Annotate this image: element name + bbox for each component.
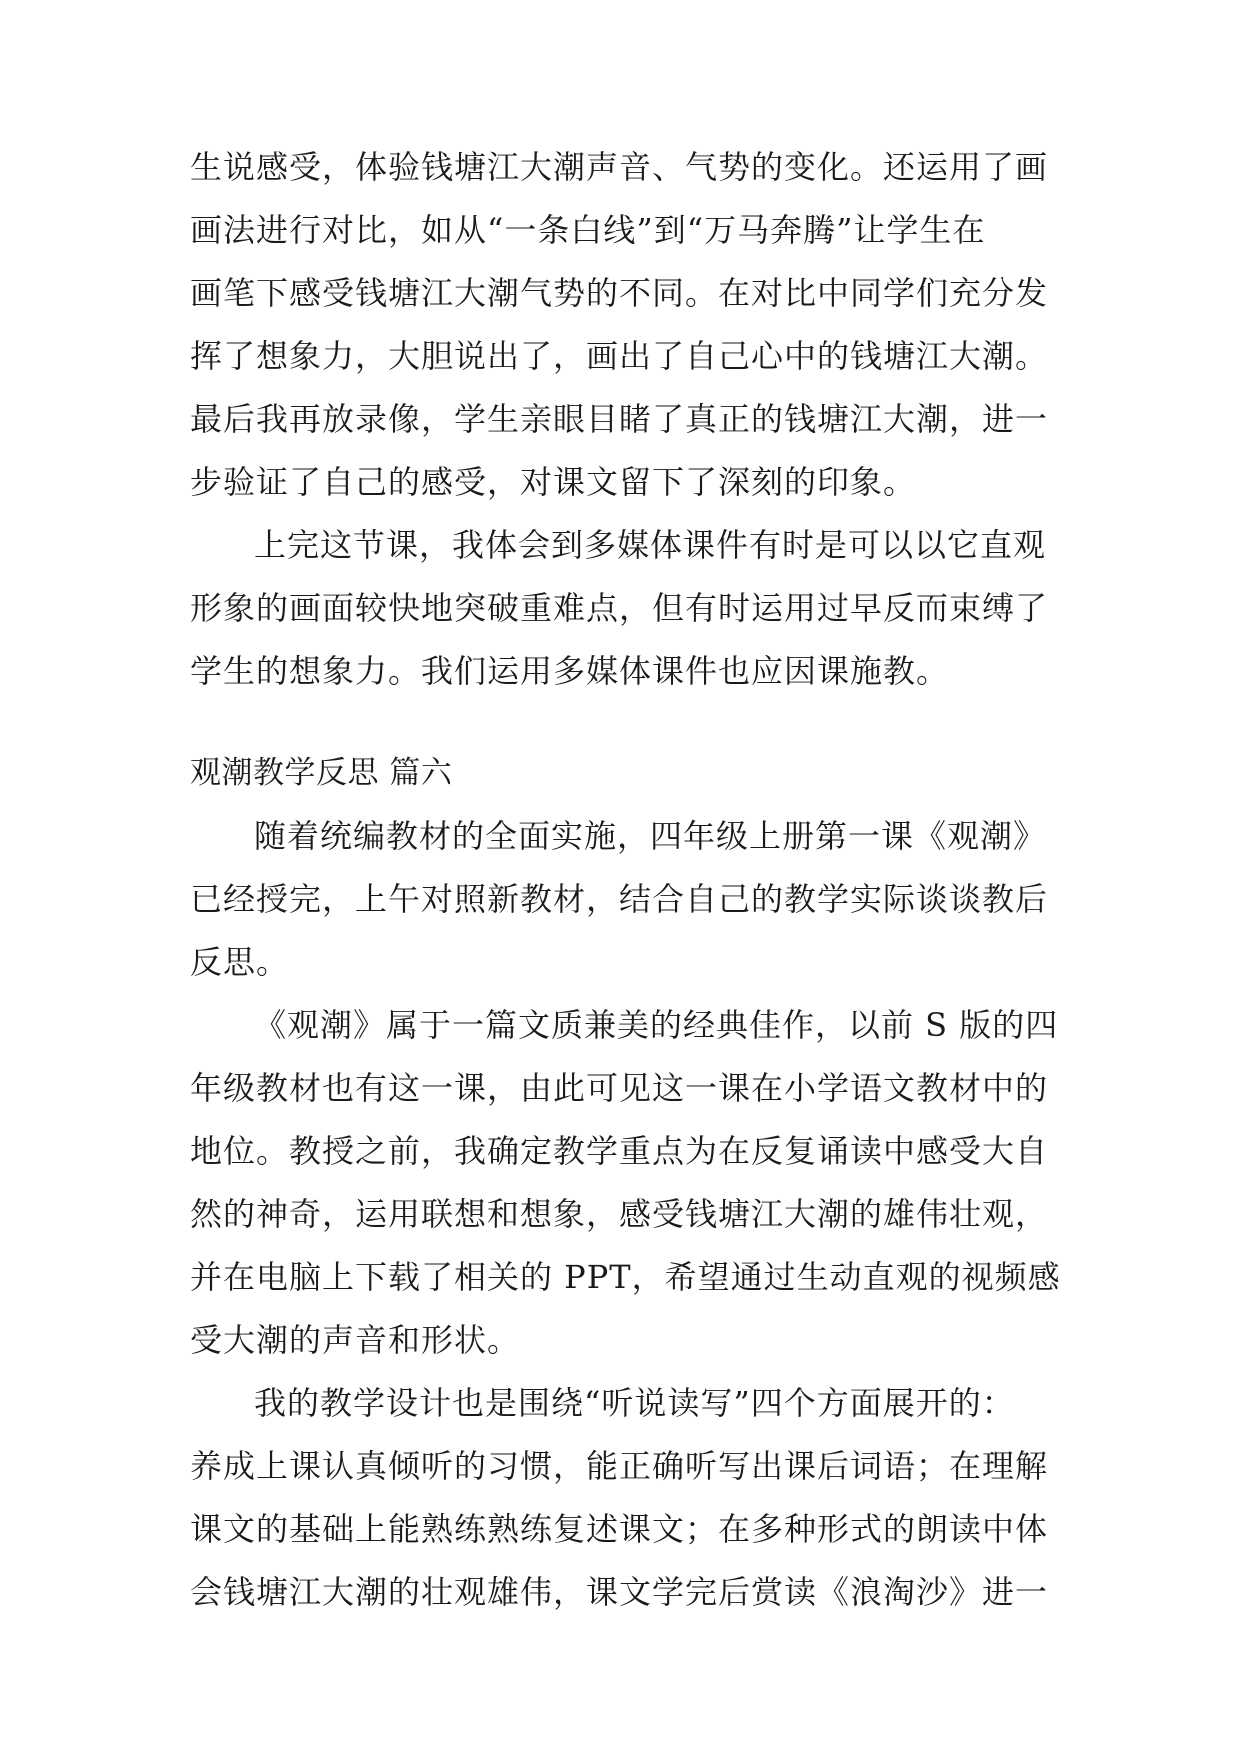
text-line: 并在电脑上下载了相关的 PPT，希望通过生动直观的视频感 <box>190 1258 1061 1296</box>
text-line: 地位。教授之前，我确定教学重点为在反复诵读中感受大自 <box>190 1132 1049 1170</box>
text-line: 我的教学设计也是围绕“听说读写”四个方面展开的： <box>254 1384 1015 1422</box>
text-line: 反思。 <box>190 943 290 981</box>
text-line: 课文的基础上能熟练熟练复述课文；在多种形式的朗读中体 <box>190 1510 1049 1548</box>
text-line: 《观潮》属于一篇文质兼美的经典佳作，以前 S 版的四 <box>254 1006 1059 1044</box>
text-line: 生说感受，体验钱塘江大潮声音、气势的变化。还运用了画 <box>190 148 1049 186</box>
section-heading: 观潮教学反思 篇六 <box>190 755 453 791</box>
text-line: 形象的画面较快地突破重难点，但有时运用过早反而束缚了 <box>190 589 1049 627</box>
text-line: 挥了想象力，大胆说出了，画出了自己心中的钱塘江大潮。 <box>190 337 1049 375</box>
text-line: 学生的想象力。我们运用多媒体课件也应因课施教。 <box>190 652 950 690</box>
text-line: 画笔下感受钱塘江大潮气势的不同。在对比中同学们充分发 <box>190 274 1049 312</box>
text-line: 受大潮的声音和形状。 <box>190 1321 521 1359</box>
text-line: 已经授完，上午对照新教材，结合自己的教学实际谈谈教后 <box>190 880 1049 918</box>
text-line: 年级教材也有这一课，由此可见这一课在小学语文教材中的 <box>190 1069 1049 1107</box>
text-line: 画法进行对比，如从“一条白线”到“万马奔腾”让学生在 <box>190 211 986 249</box>
text-line: 养成上课认真倾听的习惯，能正确听写出课后词语；在理解 <box>190 1447 1049 1485</box>
text-line: 最后我再放录像，学生亲眼目睹了真正的钱塘江大潮，进一 <box>190 400 1049 438</box>
text-line: 随着统编教材的全面实施，四年级上册第一课《观潮》 <box>254 817 1047 855</box>
text-line: 然的神奇，运用联想和想象，感受钱塘江大潮的雄伟壮观， <box>190 1195 1049 1233</box>
text-line: 会钱塘江大潮的壮观雄伟，课文学完后赏读《浪淘沙》进一 <box>190 1573 1049 1611</box>
text-line: 步验证了自己的感受，对课文留下了深刻的印象。 <box>190 463 917 501</box>
text-line: 上完这节课，我体会到多媒体课件有时是可以以它直观 <box>254 526 1047 564</box>
